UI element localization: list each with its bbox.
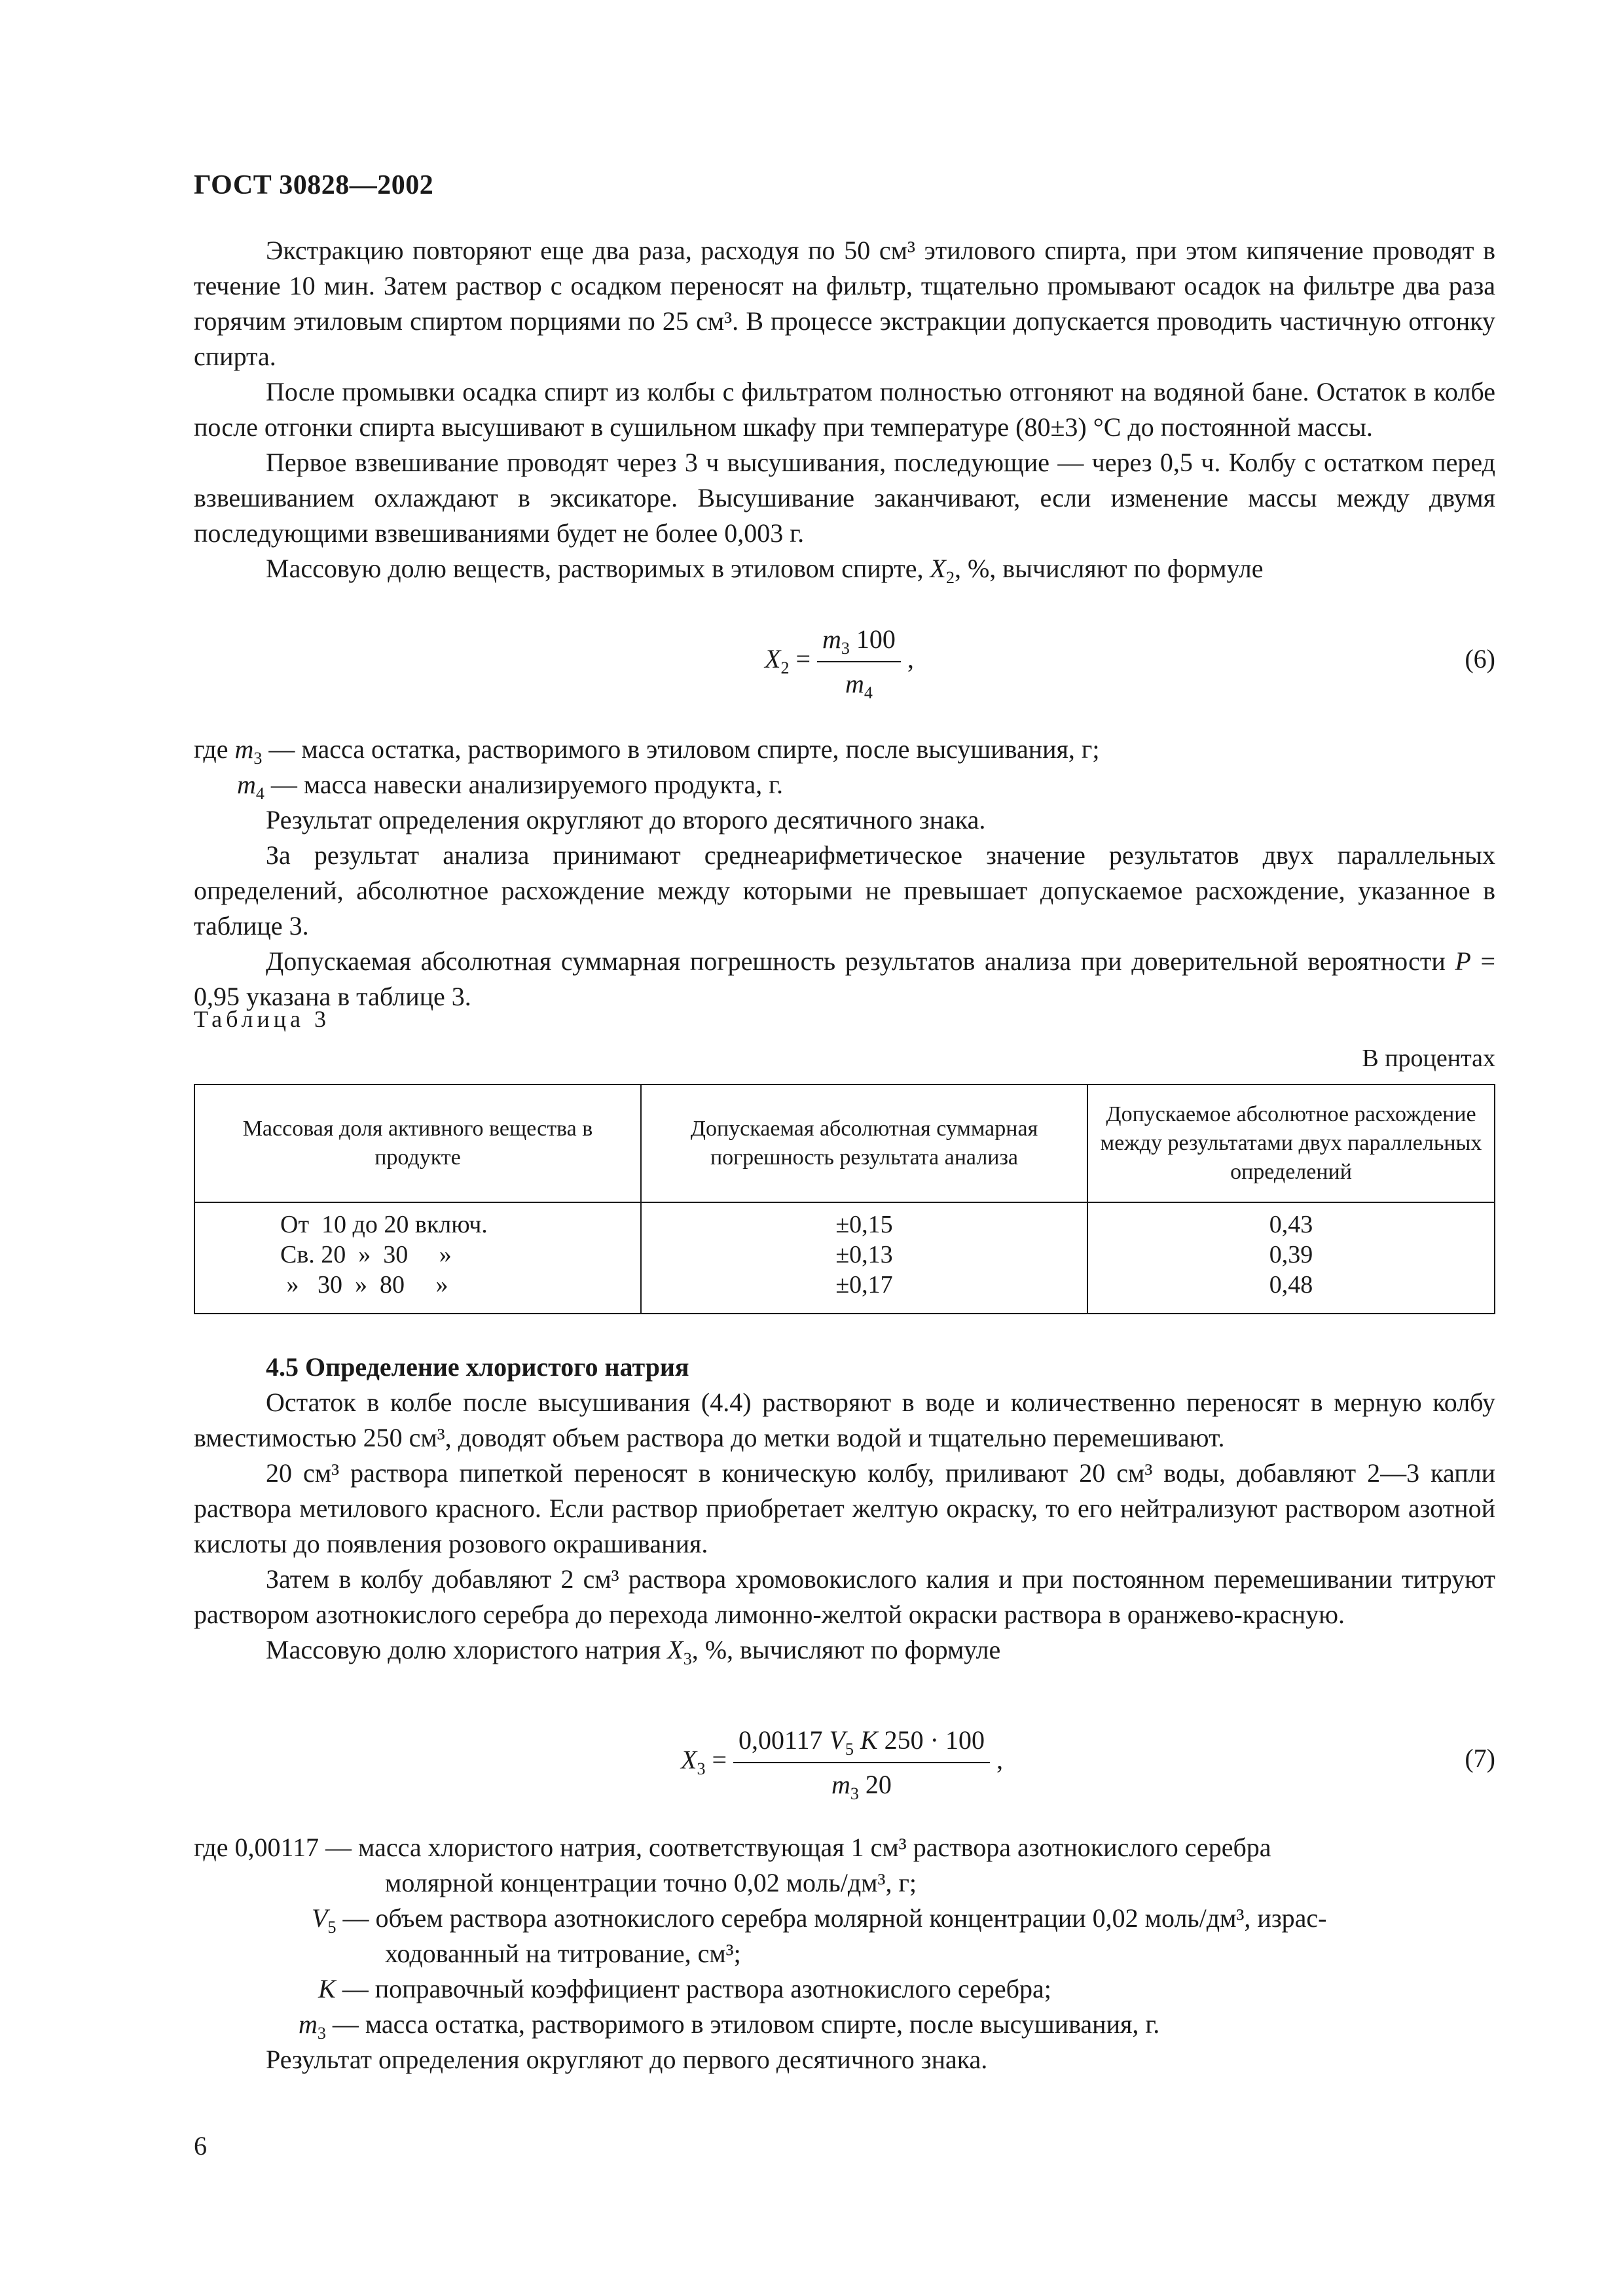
paragraph-extraction: Экстракцию повторяют еще два раза, расходуя по 50 см³ этилового спирта, при этом кипячение проводят в течение 10 мин. Затем раствор с осадком переносят на фильтр, тщательно промывают осадок на фильтре два раза горячим этиловым спиртом порциями по 25 см³. В процессе экстракции допускается проводить частичную отгонку спирта. — [194, 236, 1495, 371]
formula-6-legend — [194, 732, 1495, 1014]
page-number: 6 — [194, 2131, 207, 2161]
paragraph-rounding-2: Результат определения округляют до второго десятичного знака. — [266, 805, 986, 834]
paragraph-formula-intro-x2: Массовую долю веществ, растворимых в этиловом спирте, $X_2$, %, вычисляют по формуле — [266, 554, 1264, 587]
legend-k: K — поправочный коэффициент раствора азотнокислого серебра; — [318, 1974, 1051, 2003]
table-3-units: В процентах — [1362, 1045, 1495, 1072]
table-header-discrepancy: Допускаемое абсолютное расхождение между результатами двух параллельных определений — [1087, 1085, 1495, 1202]
paragraph-formula-intro-x3: Массовую долю хлористого натрия $X_3$, %, вычисляют по формуле — [266, 1635, 1001, 1668]
standard-header: ГОСТ 30828—2002 — [194, 170, 434, 200]
table-cell-discrepancies: 0,43 0,39 0,48 — [1087, 1202, 1495, 1314]
legend-0-00117-cont: молярной концентрации точно 0,02 моль/дм³, г; — [385, 1868, 917, 1897]
legend-v5-cont: ходованный на титрование, см³; — [385, 1939, 741, 1968]
table-3 — [194, 1084, 1495, 1314]
legend-0-00117: где 0,00117 — масса хлористого натрия, соответствующая 1 см³ раствора азотнокислого серебра — [194, 1833, 1271, 1862]
legend-v5: $V_5$ — объем раствора азотнокислого серебра молярной концентрации 0,02 моль/дм³, израс- — [312, 1903, 1327, 1937]
formula-7-number: (7) — [1465, 1744, 1495, 1773]
table-cell-ranges: От 10 до 20 включ. Св. 20 » 30 » » 30 » 80 » — [194, 1202, 641, 1314]
paragraph-weighing: Первое взвешивание проводят через 3 ч высушивания, последующие — через 0,5 ч. Колбу с остатком перед взвешиванием охлаждают в эксикаторе. Высушивание заканчивают, если изменение массы между двумя последующими взвешиваниями будет не более 0,003 г. — [194, 448, 1495, 548]
formula-6: $X_2$ = $\frac{m_3 100}{m_4}$ , — [765, 622, 914, 702]
paragraph-error-probability: Допускаемая абсолютная суммарная погрешность результатов анализа при доверительной вероятности P = 0,95 указана в таблице 3. — [194, 946, 1495, 1011]
table-header-error: Допускаемая абсолютная суммарная погрешность результата анализа — [641, 1085, 1087, 1202]
body-text-top — [194, 233, 1495, 586]
paragraph-distillation: После промывки осадка спирт из колбы с фильтратом полностью отгоняют на водяной бане. Остаток в колбе после отгонки спирта высушивают в сушильном шкафу при температуре (80±3) °С до постоянной массы. — [194, 377, 1495, 442]
paragraph-pipette: 20 см³ раствора пипеткой переносят в коническую колбу, приливают 20 см³ воды, добавляют 2—3 капли раствора метилового красного. Если раствор приобретает желтую окраску, то его нейтрализуют раствором азотной кислоты до появления розового окрашивания. — [194, 1458, 1495, 1558]
paragraph-result-mean: За результат анализа принимают среднеарифметическое значение результатов двух параллельных определений, абсолютное расхождение между которыми не превышает допускаемое расхождение, указанное в таблице 3. — [194, 840, 1495, 941]
section-4-5 — [194, 1350, 1495, 1668]
formula-7-fraction: $\frac{0,00117 V_5 K 250 \cdot 100}{m_3 20}$ — [733, 1723, 990, 1803]
table-cell-errors: ±0,15 ±0,13 ±0,17 — [641, 1202, 1087, 1314]
paragraph-dissolve: Остаток в колбе после высушивания (4.4) растворяют в воде и количественно переносят в мерную колбу вместимостью 250 см³, доводят объем раствора до метки водой и тщательно перемешивают. — [194, 1388, 1495, 1452]
formula-6-fraction: $\frac{m_3 100}{m_4}$ — [817, 622, 901, 702]
legend-m3-b: $m_3$ — масса остатка, растворимого в этиловом спирте, после высушивания, г. — [299, 2009, 1160, 2043]
legend-m4: $m_4$ — масса навески анализируемого продукта, г. — [237, 770, 783, 803]
formula-6-number: (6) — [1465, 644, 1495, 673]
legend-m3: где $m_3$ — масса остатка, растворимого в этиловом спирте, после высушивания, г; — [194, 734, 1100, 768]
section-4-5-title: 4.5 Определение хлористого натрия — [266, 1352, 689, 1382]
paragraph-rounding-1: Результат определения округляют до первого десятичного знака. — [266, 2045, 988, 2074]
formula-7-legend — [194, 1830, 1495, 2077]
formula-7: $X_3$ = $\frac{0,00117 V_5 K 250 \cdot 100}{m_3 20}$ , — [681, 1723, 1003, 1803]
paragraph-titrate: Затем в колбу добавляют 2 см³ раствора хромовокислого калия и при постоянном перемешивании титруют раствором азотнокислого серебра до перехода лимонно-желтой окраски раствора в оранжево-красную. — [194, 1564, 1495, 1629]
table-3-title: Таблица 3 — [194, 1006, 330, 1032]
table-header-mass-fraction: Массовая доля активного вещества в продукте — [194, 1085, 641, 1202]
table-row — [194, 1202, 1495, 1314]
